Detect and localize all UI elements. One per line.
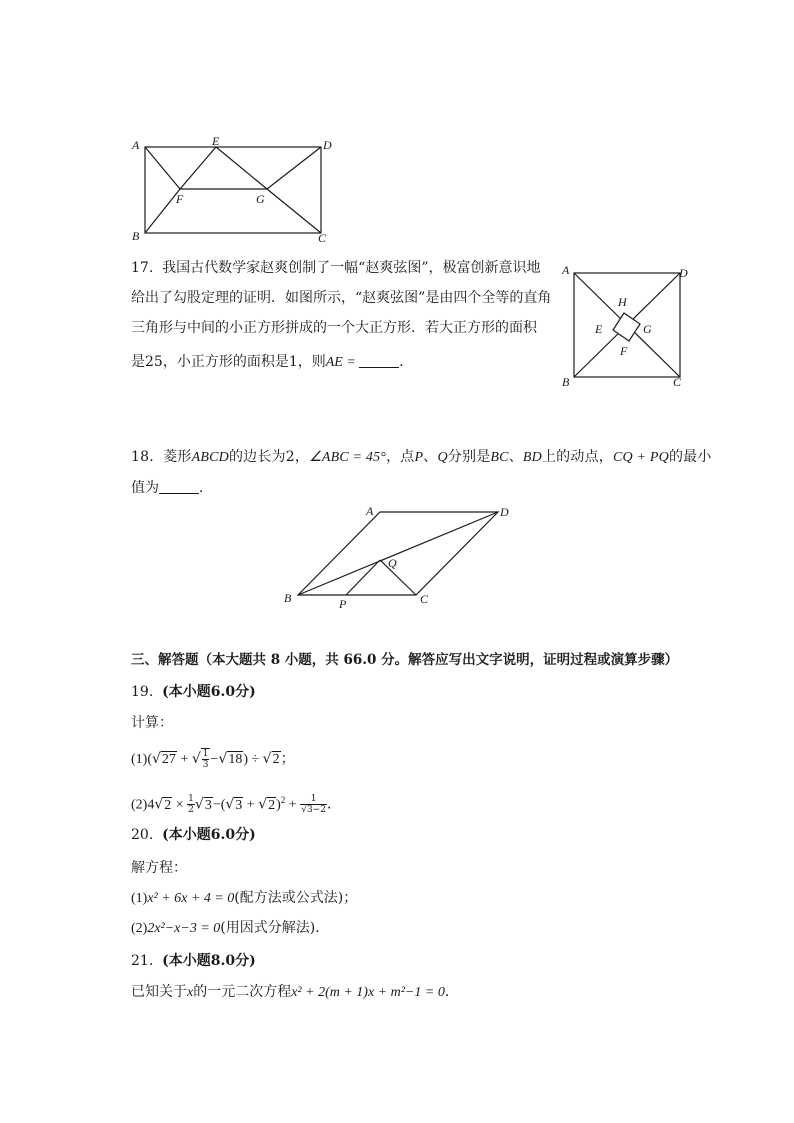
label-F: F: [176, 192, 184, 206]
q18-line-1: 18. 菱形ABCD的边长为2，∠ABC = 45°，点P、Q分别是BC、BD上的动点，CQ + PQ的最小: [131, 449, 712, 465]
label-C: C: [420, 592, 429, 606]
label-E: E: [212, 134, 220, 148]
q21-text: 已知关于x的一元二次方程x² + 2(m + 1)x + m²−1 = 0．: [131, 984, 459, 1000]
label-D: D: [500, 505, 509, 519]
q17-line-1: 17. 我国古代数学家赵爽创制了一幅“赵爽弦图”，极富创新意识地: [131, 260, 541, 276]
q17-line-4: 是25，小正方形的面积是1，则AE = ．: [131, 354, 414, 370]
answer-blank: [159, 479, 199, 494]
q20-header: 20. (本小题6.0分): [131, 827, 256, 843]
rectangle-figure: [128, 134, 338, 246]
q19-part-1: (1)(√27 + √ $\frac{1}{3}$ −√18) ÷ √2；: [131, 749, 295, 770]
answer-blank: [359, 353, 399, 368]
label-D: D: [323, 138, 332, 152]
q19-part-2: (2)4√2 × $\frac{1}{2}$ $√3-(√3 + √2)^2$ + $\frac{1}{√3-2}$ ．: [131, 794, 341, 816]
q19-header: 19. (本小题6.0分): [131, 684, 256, 700]
q21-header: 21. (本小题8.0分): [131, 953, 256, 969]
q17-line-2: 给出了勾股定理的证明．如图所示，“赵爽弦图”是由四个全等的直角: [131, 290, 552, 306]
label-A: A: [562, 263, 570, 277]
q20-instruction: 解方程：: [131, 860, 187, 876]
label-E: E: [595, 322, 603, 336]
zhao-shuang-figure: [558, 262, 698, 392]
label-H: H: [618, 295, 627, 309]
label-C: C: [318, 231, 327, 245]
label-A: A: [366, 504, 374, 518]
label-G: G: [643, 322, 652, 336]
q20-part-2: (2)2x²−x−3 = 0(用因式分解法)．: [131, 920, 330, 936]
label-P: P: [339, 597, 347, 611]
label-G: G: [256, 192, 265, 206]
q19-instruction: 计算：: [131, 715, 173, 731]
section-heading: 三、解答题（本大题共 8 小题，共 66.0 分。解答应写出文字说明，证明过程或演算步骤）: [131, 652, 679, 668]
q18-number: 18.: [131, 449, 154, 465]
q20-part-1: (1)x² + 6x + 4 = 0(配方法或公式法)；: [131, 890, 358, 906]
label-B: B: [284, 591, 292, 605]
label-F: F: [620, 344, 628, 358]
label-A: A: [132, 138, 140, 152]
label-C: C: [673, 375, 682, 389]
q17-number: 17.: [131, 260, 154, 276]
q17-line-3: 三角形与中间的小正方形拼成的一个大正方形．若大正方形的面积: [131, 320, 537, 336]
label-B: B: [562, 375, 570, 389]
q18-line-2: 值为 ．: [131, 480, 213, 496]
label-Q: Q: [388, 556, 397, 570]
label-B: B: [132, 229, 140, 243]
rhombus-figure: [278, 500, 518, 616]
label-D: D: [679, 266, 688, 280]
